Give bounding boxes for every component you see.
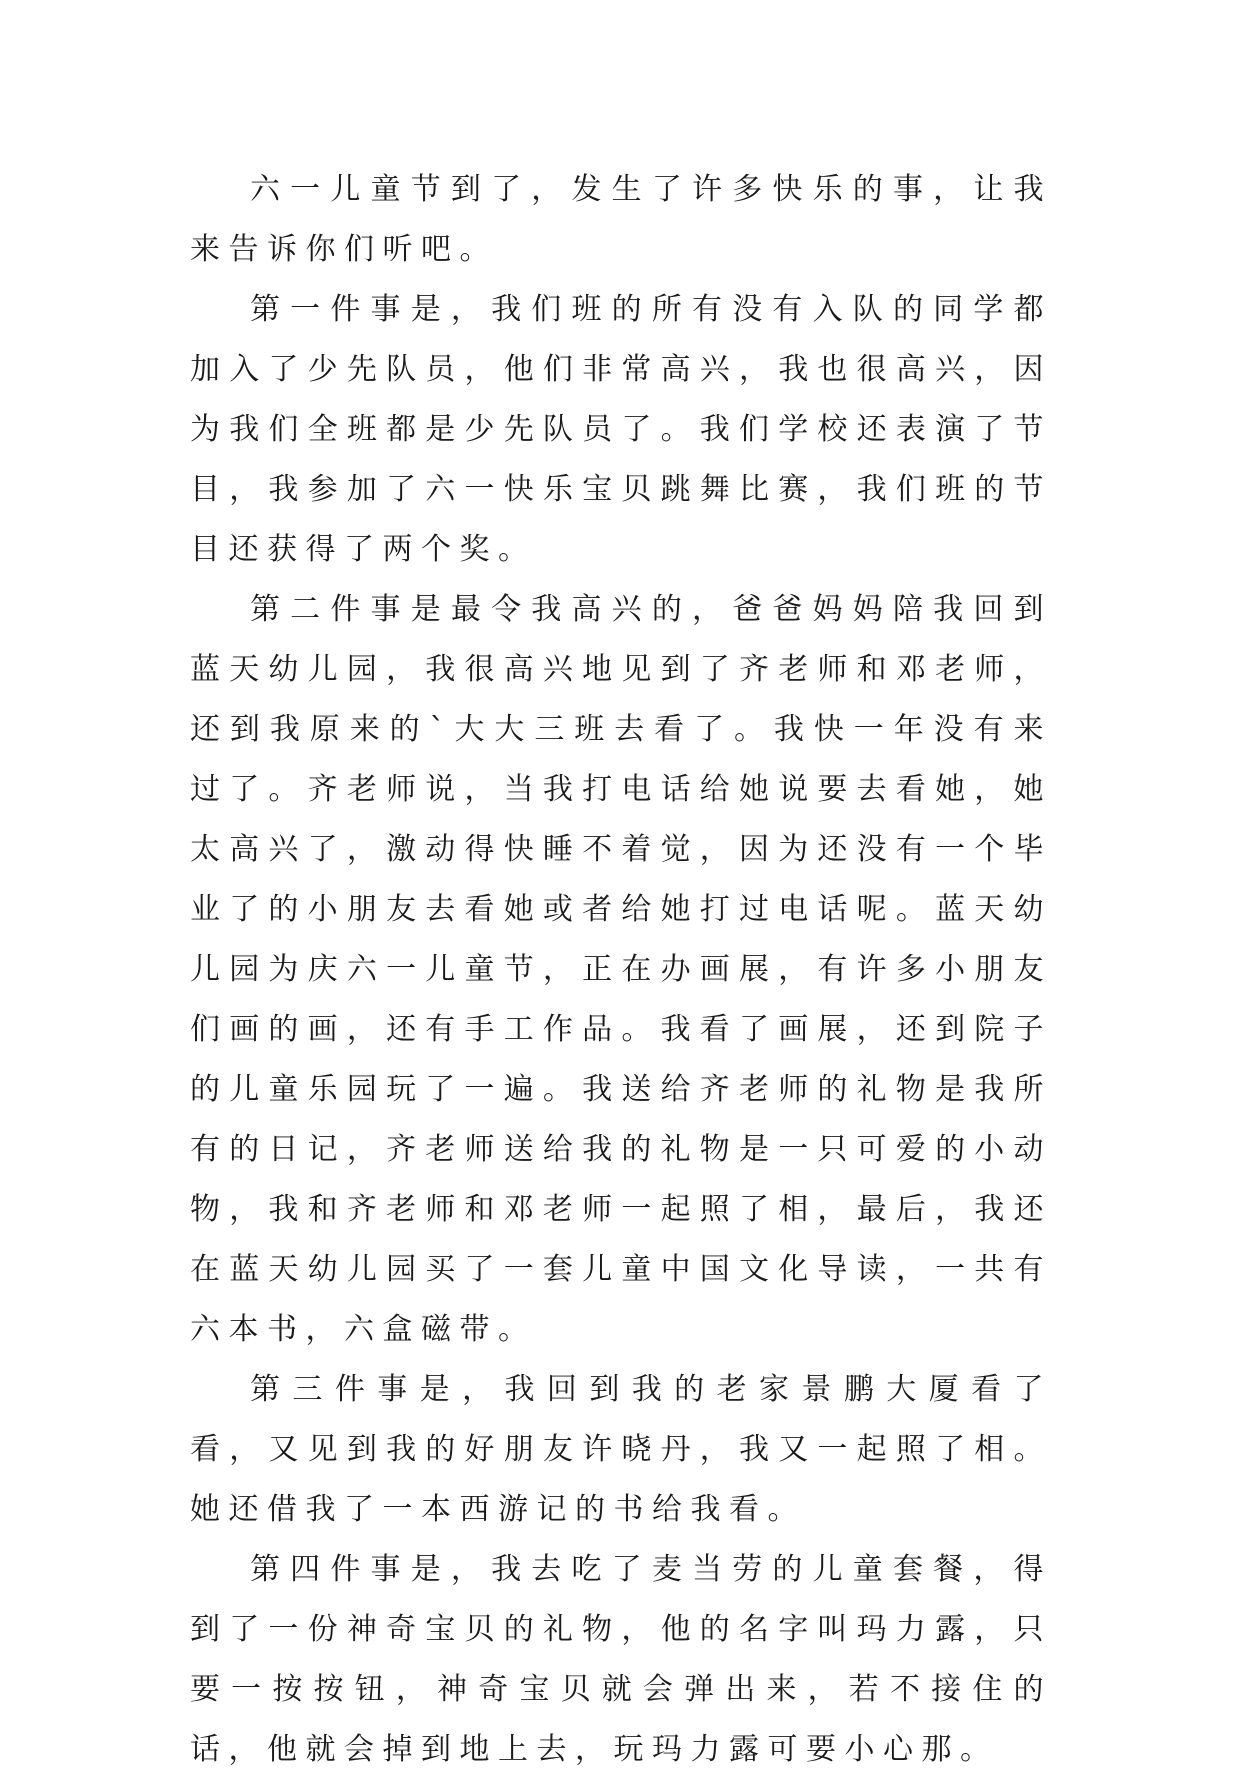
- paragraph-fourth-event: 第四件事是，我去吃了麦当劳的儿童套餐，得到了一份神奇宝贝的礼物，他的名字叫玛力露，只要一按按钮，神奇宝贝就会弹出来，若不接住的话，他就会掉到地上去，玩玛力露可要小心那。: [190, 1552, 1052, 1767]
- paragraph-first-event: 第一件事是，我们班的所有没有入队的同学都加入了少先队员，他们非常高兴，我也很高兴，因为我们全班都是少先队员了。我们学校还表演了节目，我参加了六一快乐宝贝跳舞比赛，我们班的节目还获得了两个奖。: [190, 292, 1052, 567]
- paragraph-third-event: 第三件事是，我回到我的老家景鹏大厦看了看，又见到我的好朋友许晓丹，我又一起照了相。她还借我了一本西游记的书给我看。: [190, 1372, 1052, 1527]
- paragraph-intro: 六一儿童节到了，发生了许多快乐的事，让我来告诉你们听吧。: [190, 172, 1052, 267]
- document-body: [190, 160, 1052, 1780]
- paragraph-second-event: 第二件事是最令我高兴的，爸爸妈妈陪我回到蓝天幼儿园，我很高兴地见到了齐老师和邓老师，还到我原来的`大大三班去看了。我快一年没有来过了。齐老师说，当我打电话给她说要去看她，她太高兴了，激动得快睡不着觉，因为还没有一个毕业了的小朋友去看她或者给她打过电话呢。蓝天幼儿园为庆六一儿童节，正在办画展，有许多小朋友们画的画，还有手工作品。我看了画展，还到院子的儿童乐园玩了一遍。我送给齐老师的礼物是我所有的日记，齐老师送给我的礼物是一只可爱的小动物，我和齐老师和邓老师一起照了相，最后，我还在蓝天幼儿园买了一套儿童中国文化导读，一共有六本书，六盒磁带。: [190, 592, 1052, 1347]
